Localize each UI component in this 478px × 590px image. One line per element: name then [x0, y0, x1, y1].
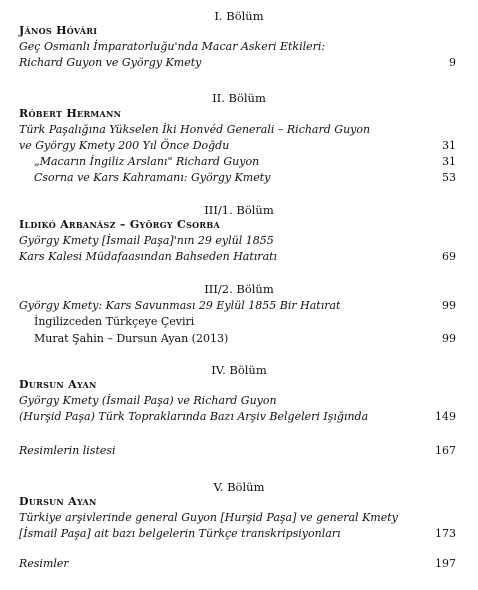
toc-page-number: 167: [435, 444, 456, 457]
toc-page-number: 31: [442, 155, 456, 168]
toc-entry-line: György Kmety [İsmail Paşa]'nın 29 eylül 1855: [19, 234, 274, 247]
toc-entry-line: İngilizceden Türkçeye Çeviri: [34, 315, 195, 328]
toc-page-number: 149: [435, 409, 456, 423]
section-title: V. Bölüm: [213, 480, 265, 494]
toc-entry[interactable]: [34, 170, 456, 186]
toc-entry-line: Türkiye arşivlerinde general Guyon [Hurşid Paşa] ve general Kmety: [19, 511, 398, 524]
section-title: III/1. Bölüm: [204, 203, 274, 217]
toc-page-number: 99: [442, 299, 456, 312]
toc-page-number: 173: [435, 526, 456, 540]
section-title: I. Bölüm: [214, 9, 264, 23]
toc-entry-line: Kars Kalesi Müdafaasından Bahseden Hatıratı: [19, 249, 278, 263]
section-title: III/2. Bölüm: [204, 282, 274, 296]
section-title: II. Bölüm: [212, 91, 266, 105]
toc-entry[interactable]: [34, 314, 456, 330]
toc-entry-line: (Hurşid Paşa) Türk Topraklarında Bazı Arşiv Belgeleri Işığında: [19, 409, 369, 423]
toc-page-number: 99: [442, 332, 456, 345]
toc-entry-line: [İsmail Paşa] ait bazı belgelerin Türkçe transkripsiyonları: [19, 526, 341, 540]
toc-page-number: 9: [449, 55, 456, 69]
toc-page-number: 197: [435, 557, 456, 570]
toc-entry-line: Türk Paşalığına Yükselen İki Honvéd Generali – Richard Guyon: [19, 123, 371, 136]
toc-page-number: 69: [442, 249, 456, 263]
toc-entry-line: Richard Guyon ve György Kmety: [19, 55, 202, 69]
toc-entry[interactable]: [19, 393, 456, 424]
toc-entry-line: Resimler: [19, 557, 69, 570]
toc-entry-line: György Kmety (İsmail Paşa) ve Richard Guyon: [19, 394, 277, 407]
toc-page-number: 31: [442, 138, 456, 152]
section-author: Dursun Ayan: [19, 495, 97, 508]
toc-entry[interactable]: [19, 556, 456, 572]
toc-entry-line: Csorna ve Kars Kahramanı: György Kmety: [34, 171, 271, 184]
toc-entry[interactable]: [19, 298, 456, 314]
toc-entry-line: ve György Kmety 200 Yıl Önce Doğdu: [19, 138, 230, 152]
section-author: János Hóvári: [19, 24, 98, 37]
section-title: IV. Bölüm: [211, 363, 267, 377]
toc-entry[interactable]: [34, 154, 456, 170]
toc-page-number: 53: [442, 171, 456, 184]
section-author: Róbert Hermann: [19, 107, 122, 120]
toc-entry[interactable]: [19, 39, 456, 70]
toc-entry[interactable]: [19, 443, 456, 459]
toc-entry-line: Resimlerin listesi: [19, 444, 116, 457]
toc-entry[interactable]: [19, 122, 456, 153]
toc-entry-line: Geç Osmanlı İmparatorluğu'nda Macar Askeri Etkileri:: [19, 40, 326, 53]
section-author: Dursun Ayan: [19, 378, 97, 391]
toc-entry-line: „Macarın İngiliz Arslanı" Richard Guyon: [34, 155, 260, 168]
toc-entry-line: György Kmety: Kars Savunması 29 Eylül 1855 Bir Hatırat: [19, 299, 341, 312]
toc-entry[interactable]: [34, 331, 456, 347]
section-author: Ildikó Arbanász – György Csorba: [19, 218, 220, 231]
toc-entry[interactable]: [19, 510, 456, 541]
toc-entry-line: Murat Şahin – Dursun Ayan (2013): [34, 332, 229, 345]
toc-entry[interactable]: [19, 233, 456, 264]
